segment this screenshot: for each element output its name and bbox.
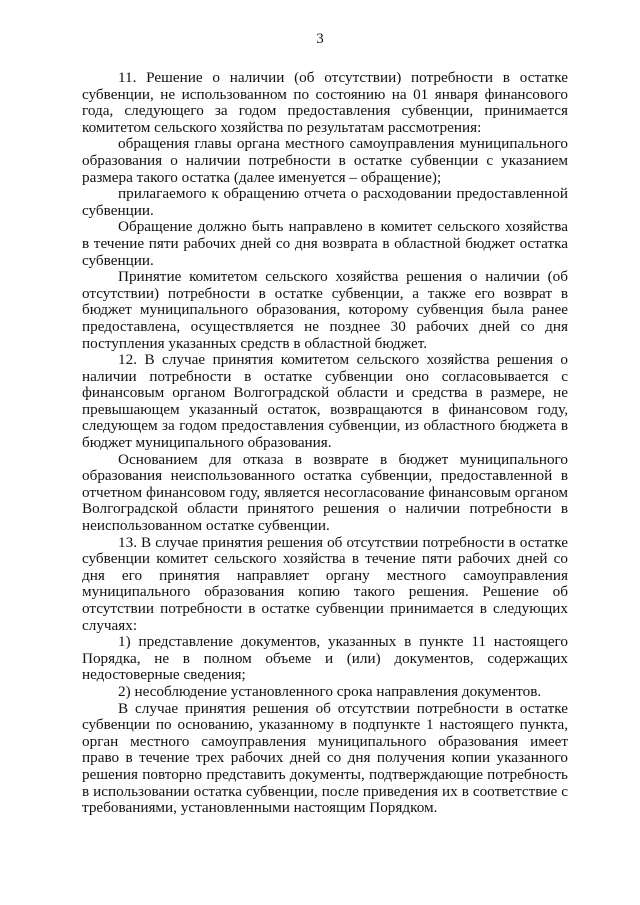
paragraph-11-appeal: обращения главы органа местного самоуправления муниципального образования о наличии потребности в остатке субвенции с указанием размера такого остатка (далее именуется – обращение); — [82, 135, 568, 186]
paragraph-11-deadline: Обращение должно быть направлено в комитет сельского хозяйства в течение пяти рабочих дней со дня возврата в областной бюджет остатка субвенции. — [82, 218, 568, 269]
paragraph-13: 13. В случае принятия решения об отсутствии потребности в остатке субвенции комитет сельского хозяйства в течение пяти рабочих дней со дня его принятия направляет органу местного самоуправления муниципального образования копию такого решения. Решение об отсутствии потребности в остатке субвенции принимается в следующих случаях: — [82, 533, 568, 634]
page-number: 3 — [316, 31, 324, 47]
paragraph-12: 12. В случае принятия комитетом сельского хозяйства решения о наличии потребности в остатке субвенции оно согласовывается с финансовым органом Волгоградской области и средства в размере, не превышающем указанный остаток, возвращаются в финансовом году, следующем за годом предоставления субвенции, из областного бюджета в бюджет муниципального образования. — [82, 351, 568, 452]
paragraph-11-report: прилагаемого к обращению отчета о расходовании предоставленной субвенции. — [82, 185, 568, 219]
paragraph-13-case-1: 1) представление документов, указанных в пункте 11 настоящего Порядка, не в полном объеме и (или) документов, содержащих недостоверные сведения; — [82, 633, 568, 684]
paragraph-11-intro: 11. Решение о наличии (об отсутствии) потребности в остатке субвенции, не использованном по состоянию на 01 января финансового года, следующего за годом предоставления субвенции, принимается комитетом сельского хозяйства по результатам рассмотрения: — [82, 69, 568, 136]
paragraph-12-refusal: Основанием для отказа в возврате в бюджет муниципального образования неиспользованного остатка субвенции, предоставленной в отчетном финансовом году, является несогласование финансовым органом Волгоградской области принятого решения о наличии потребности в неиспользованном остатке субвенции. — [82, 450, 568, 535]
paragraph-11-decision-term: Принятие комитетом сельского хозяйства решения о наличии (об отсутствии) потребности в остатке субвенции, а также его возврат в бюджет муниципального образования, которому субвенция была ранее предоставлена, осуществляется не позднее 30 рабочих дней со дня поступления указанных средств в областной бюджет. — [82, 268, 568, 352]
paragraph-13-case-2: 2) несоблюдение установленного срока направления документов. — [118, 682, 542, 700]
paragraph-13-resubmission: В случае принятия решения об отсутствии потребности в остатке субвенции по основанию, указанному в подпункте 1 настоящего пункта, орган местного самоуправления муниципального образования имеет право в течение трех рабочих дней со дня получения копии указанного решения повторно представить документы, подтверждающие потребность в использовании остатка субвенции, после приведения их в соответствие с требованиями, установленными настоящим Порядком. — [82, 699, 568, 817]
document-body — [82, 70, 568, 817]
